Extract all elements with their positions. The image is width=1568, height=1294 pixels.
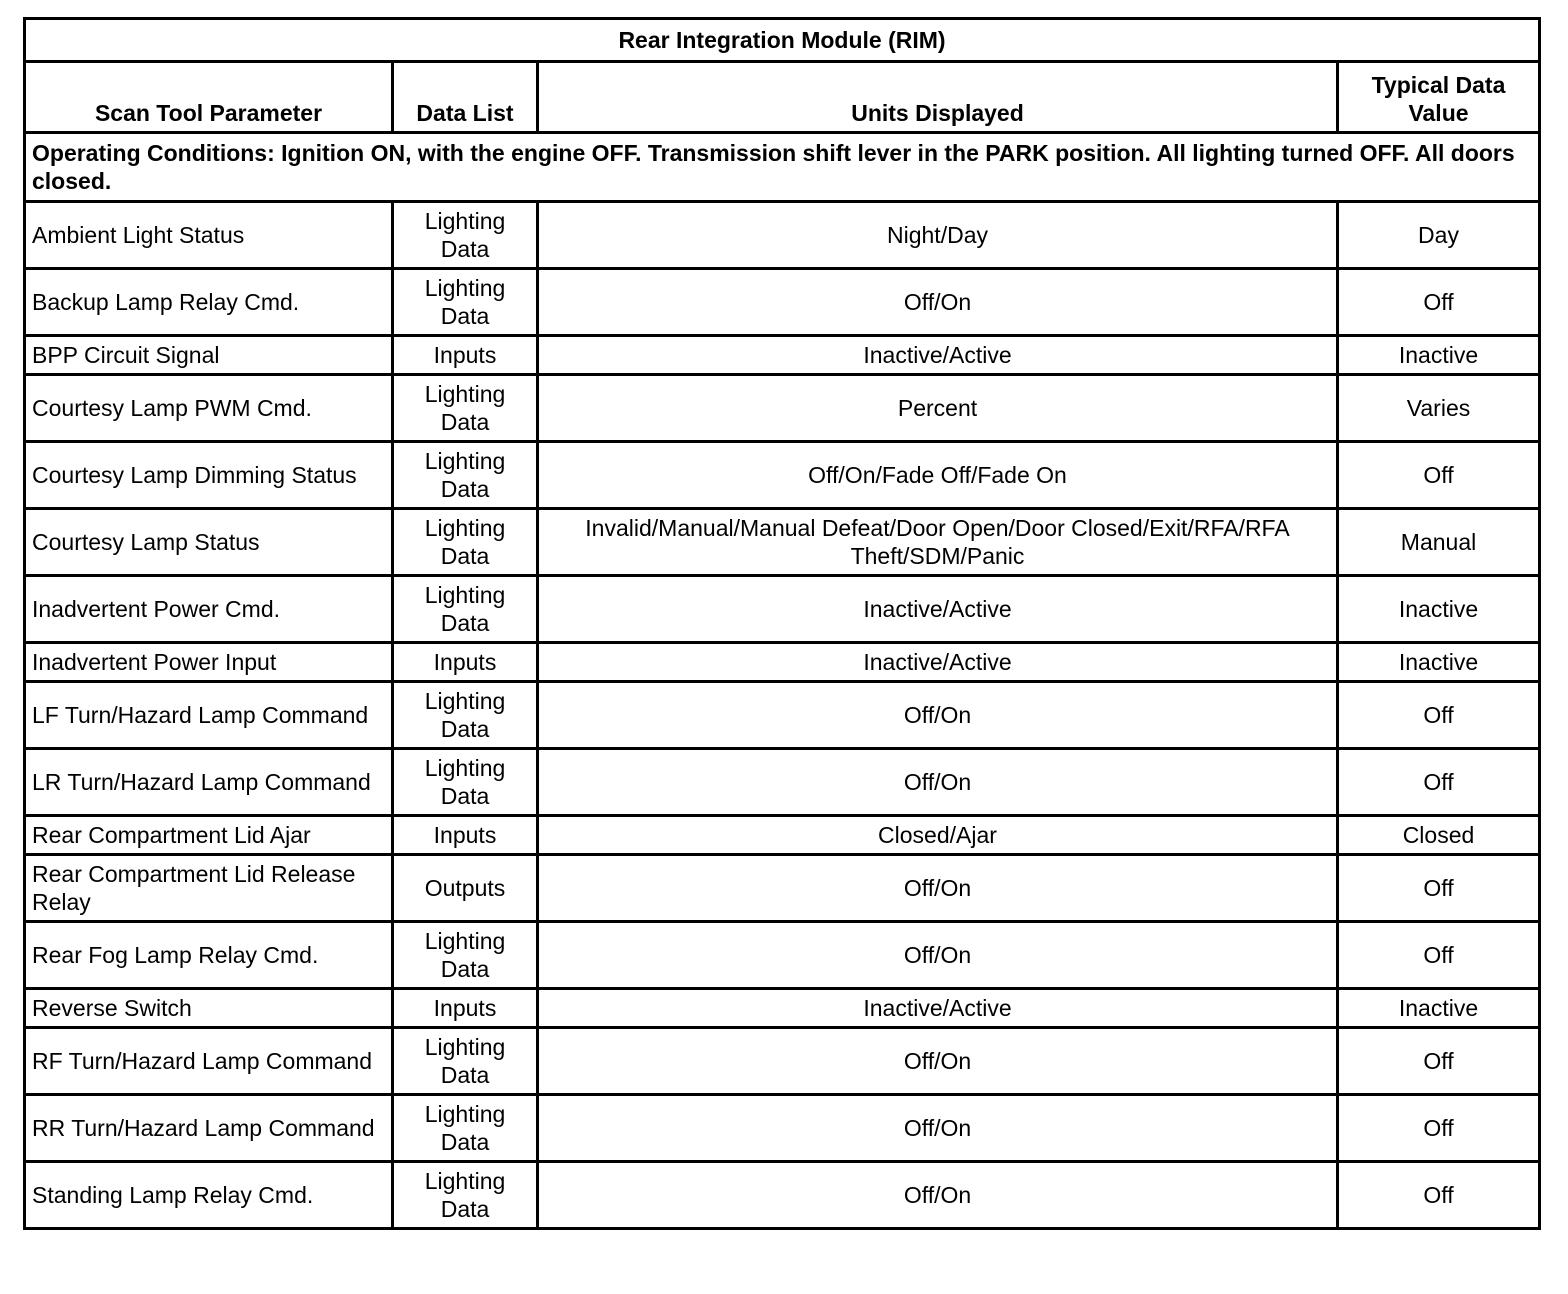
cell-units-displayed: Off/On [538, 749, 1338, 816]
header-scan-tool-parameter: Scan Tool Parameter [25, 62, 393, 133]
cell-typical-data-value: Day [1338, 202, 1540, 269]
cell-data-list: Lighting Data [393, 202, 538, 269]
cell-scan-tool-parameter: Rear Compartment Lid Release Relay [25, 855, 393, 922]
cell-units-displayed: Off/On/Fade Off/Fade On [538, 442, 1338, 509]
rim-data-table [23, 17, 1541, 1230]
table-row [25, 269, 1540, 336]
table-title: Rear Integration Module (RIM) [25, 19, 1540, 62]
cell-data-list: Lighting Data [393, 269, 538, 336]
cell-units-displayed: Off/On [538, 1095, 1338, 1162]
cell-units-displayed: Closed/Ajar [538, 816, 1338, 855]
table-row [25, 749, 1540, 816]
table-row [25, 922, 1540, 989]
cell-typical-data-value: Inactive [1338, 576, 1540, 643]
cell-units-displayed: Inactive/Active [538, 576, 1338, 643]
table-row [25, 375, 1540, 442]
cell-units-displayed: Off/On [538, 855, 1338, 922]
cell-typical-data-value: Inactive [1338, 989, 1540, 1028]
cell-typical-data-value: Varies [1338, 375, 1540, 442]
cell-data-list: Lighting Data [393, 1095, 538, 1162]
cell-typical-data-value: Inactive [1338, 643, 1540, 682]
cell-typical-data-value: Off [1338, 922, 1540, 989]
cell-scan-tool-parameter: RR Turn/Hazard Lamp Command [25, 1095, 393, 1162]
cell-typical-data-value: Off [1338, 749, 1540, 816]
cell-data-list: Inputs [393, 989, 538, 1028]
cell-data-list: Outputs [393, 855, 538, 922]
cell-scan-tool-parameter: Inadvertent Power Cmd. [25, 576, 393, 643]
cell-typical-data-value: Off [1338, 269, 1540, 336]
cell-scan-tool-parameter: Courtesy Lamp Status [25, 509, 393, 576]
cell-typical-data-value: Off [1338, 682, 1540, 749]
cell-data-list: Lighting Data [393, 375, 538, 442]
cell-typical-data-value: Off [1338, 1162, 1540, 1229]
cell-scan-tool-parameter: BPP Circuit Signal [25, 336, 393, 375]
header-units-displayed: Units Displayed [538, 62, 1338, 133]
cell-scan-tool-parameter: LR Turn/Hazard Lamp Command [25, 749, 393, 816]
cell-units-displayed: Inactive/Active [538, 336, 1338, 375]
cell-units-displayed: Off/On [538, 269, 1338, 336]
table-row [25, 509, 1540, 576]
cell-units-displayed: Percent [538, 375, 1338, 442]
cell-data-list: Inputs [393, 816, 538, 855]
header-data-list: Data List [393, 62, 538, 133]
cell-scan-tool-parameter: Backup Lamp Relay Cmd. [25, 269, 393, 336]
cell-typical-data-value: Off [1338, 1028, 1540, 1095]
cell-scan-tool-parameter: Courtesy Lamp PWM Cmd. [25, 375, 393, 442]
cell-scan-tool-parameter: Inadvertent Power Input [25, 643, 393, 682]
table-row [25, 816, 1540, 855]
cell-units-displayed: Off/On [538, 922, 1338, 989]
cell-scan-tool-parameter: RF Turn/Hazard Lamp Command [25, 1028, 393, 1095]
cell-scan-tool-parameter: Ambient Light Status [25, 202, 393, 269]
table-row [25, 1162, 1540, 1229]
document-sheet [23, 17, 1538, 1230]
cell-units-displayed: Off/On [538, 1028, 1338, 1095]
table-row [25, 855, 1540, 922]
cell-units-displayed: Off/On [538, 682, 1338, 749]
cell-typical-data-value: Off [1338, 855, 1540, 922]
cell-data-list: Lighting Data [393, 576, 538, 643]
cell-scan-tool-parameter: Rear Compartment Lid Ajar [25, 816, 393, 855]
cell-scan-tool-parameter: Rear Fog Lamp Relay Cmd. [25, 922, 393, 989]
table-row [25, 682, 1540, 749]
table-row [25, 1095, 1540, 1162]
cell-data-list: Inputs [393, 336, 538, 375]
cell-data-list: Lighting Data [393, 1162, 538, 1229]
cell-units-displayed: Night/Day [538, 202, 1338, 269]
cell-typical-data-value: Off [1338, 1095, 1540, 1162]
cell-scan-tool-parameter: Reverse Switch [25, 989, 393, 1028]
cell-typical-data-value: Manual [1338, 509, 1540, 576]
cell-data-list: Inputs [393, 643, 538, 682]
operating-conditions: Operating Conditions: Ignition ON, with the engine OFF. Transmission shift lever in the PARK position. All lighting turned OFF. All doors closed. [25, 133, 1540, 202]
table-row [25, 202, 1540, 269]
table-row [25, 1028, 1540, 1095]
cell-data-list: Lighting Data [393, 682, 538, 749]
cell-data-list: Lighting Data [393, 749, 538, 816]
cell-units-displayed: Inactive/Active [538, 643, 1338, 682]
cell-data-list: Lighting Data [393, 509, 538, 576]
table-row [25, 989, 1540, 1028]
cell-data-list: Lighting Data [393, 922, 538, 989]
cell-scan-tool-parameter: Standing Lamp Relay Cmd. [25, 1162, 393, 1229]
cell-typical-data-value: Closed [1338, 816, 1540, 855]
table-row [25, 643, 1540, 682]
cell-typical-data-value: Off [1338, 442, 1540, 509]
cell-data-list: Lighting Data [393, 1028, 538, 1095]
cell-scan-tool-parameter: LF Turn/Hazard Lamp Command [25, 682, 393, 749]
cell-typical-data-value: Inactive [1338, 336, 1540, 375]
cell-units-displayed: Inactive/Active [538, 989, 1338, 1028]
header-typical-data-value: Typical Data Value [1338, 62, 1540, 133]
cell-units-displayed: Invalid/Manual/Manual Defeat/Door Open/Door Closed/Exit/RFA/RFA Theft/SDM/Panic [538, 509, 1338, 576]
table-row [25, 442, 1540, 509]
table-row [25, 336, 1540, 375]
cell-data-list: Lighting Data [393, 442, 538, 509]
cell-scan-tool-parameter: Courtesy Lamp Dimming Status [25, 442, 393, 509]
table-row [25, 576, 1540, 643]
cell-units-displayed: Off/On [538, 1162, 1338, 1229]
